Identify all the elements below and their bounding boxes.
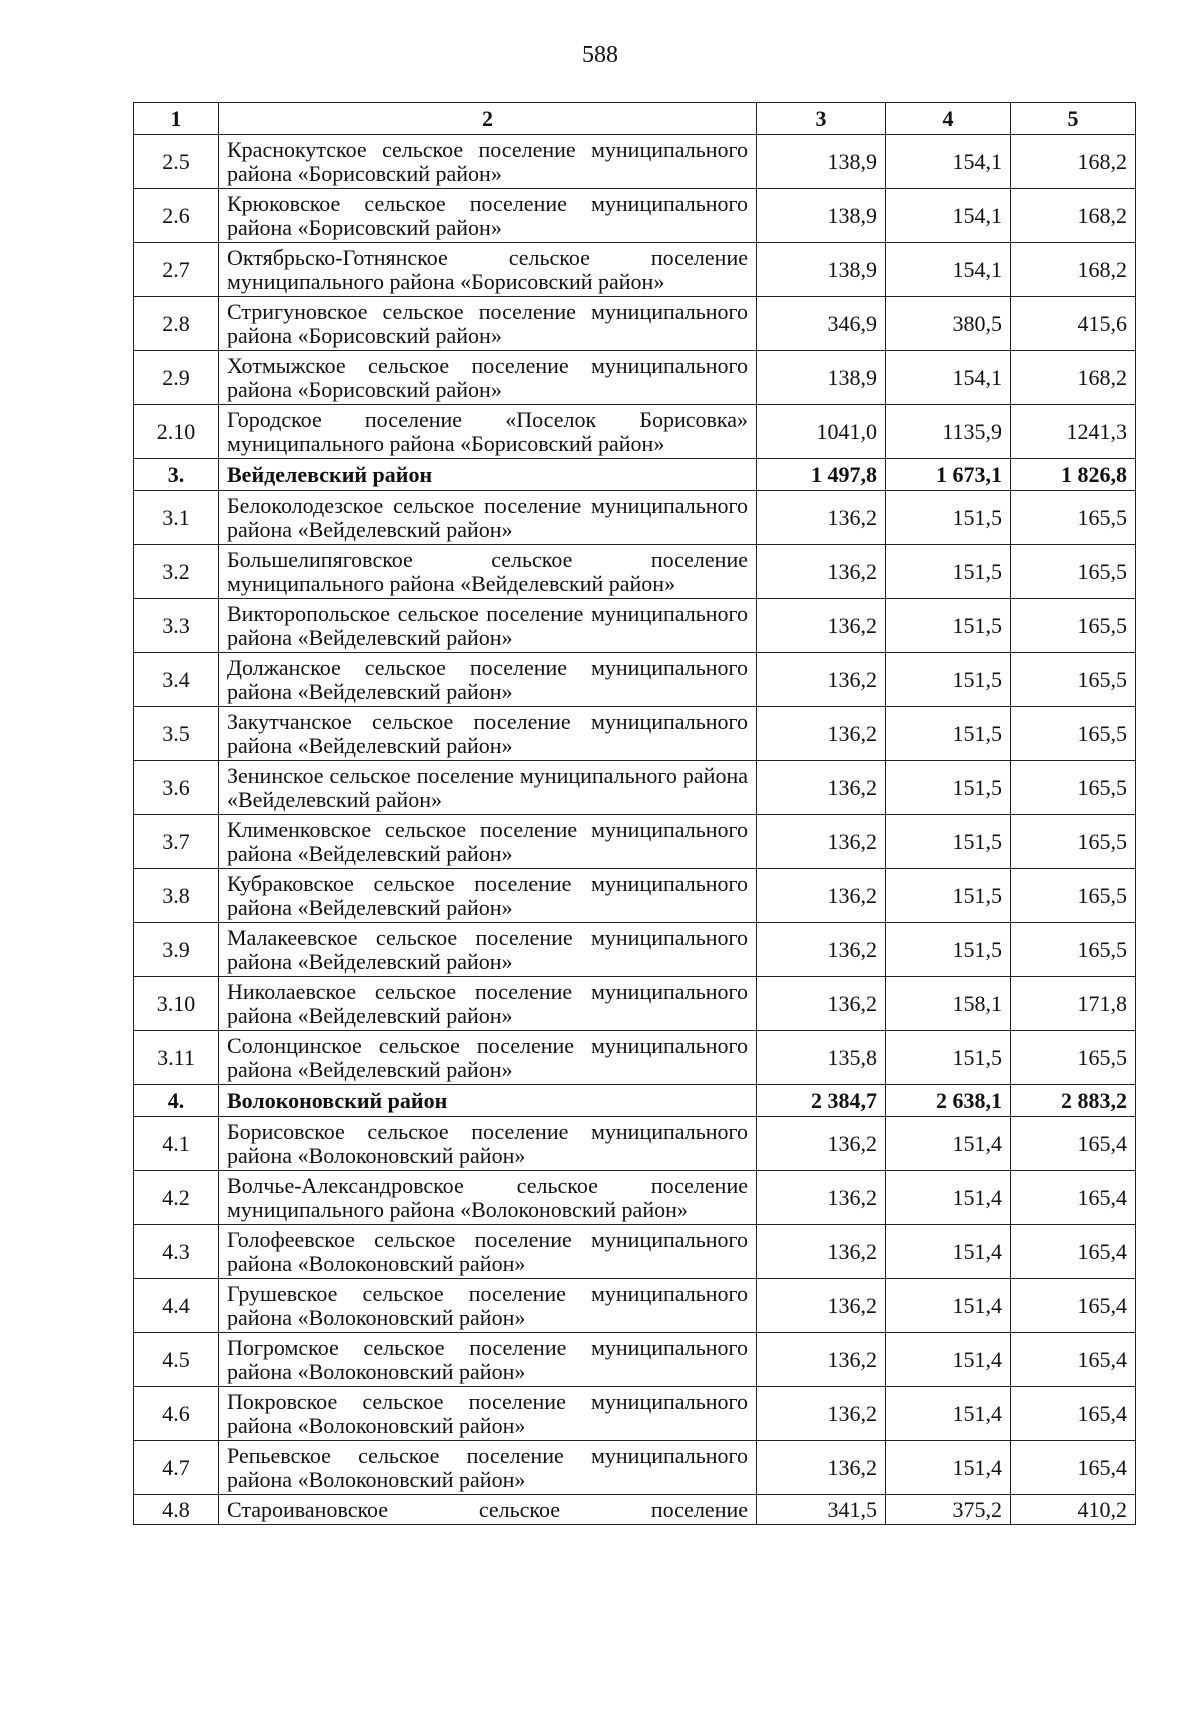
value-col-4: 154,1	[886, 135, 1011, 189]
value-col-5: 410,2	[1011, 1495, 1136, 1525]
value-col-5: 165,5	[1011, 815, 1136, 869]
value-col-3: 138,9	[757, 351, 886, 405]
value-col-4: 151,5	[886, 707, 1011, 761]
settlement-name: Кубраковское сельское поселение муниципального района «Вейделевский район»	[219, 869, 757, 923]
value-col-3: 136,2	[757, 491, 886, 545]
value-col-5: 168,2	[1011, 351, 1136, 405]
table-row	[134, 815, 1136, 869]
value-col-5: 165,4	[1011, 1279, 1136, 1333]
value-col-4: 151,5	[886, 815, 1011, 869]
value-col-5: 1241,3	[1011, 405, 1136, 459]
value-col-5: 165,5	[1011, 599, 1136, 653]
value-col-3: 136,2	[757, 869, 886, 923]
value-col-4: 154,1	[886, 351, 1011, 405]
value-col-4: 151,5	[886, 491, 1011, 545]
settlement-name: Погромское сельское поселение муниципального района «Волоконовский район»	[219, 1333, 757, 1387]
value-col-3: 136,2	[757, 1225, 886, 1279]
row-number: 2.9	[134, 351, 219, 405]
table-row	[134, 761, 1136, 815]
value-col-4: 151,5	[886, 761, 1011, 815]
settlement-name: Краснокутское сельское поселение муниципального района «Борисовский район»	[219, 135, 757, 189]
value-col-4: 151,5	[886, 653, 1011, 707]
district-row	[134, 1085, 1136, 1117]
value-col-3: 138,9	[757, 189, 886, 243]
row-number: 3.	[134, 459, 219, 491]
settlement-name: Белоколодезское сельское поселение муниципального района «Вейделевский район»	[219, 491, 757, 545]
value-col-4: 151,4	[886, 1441, 1011, 1495]
table-row	[134, 243, 1136, 297]
value-col-5: 1 826,8	[1011, 459, 1136, 491]
value-col-4: 151,4	[886, 1171, 1011, 1225]
value-col-5: 168,2	[1011, 135, 1136, 189]
data-table	[133, 102, 1136, 1525]
table-row	[134, 491, 1136, 545]
settlement-name: Викторопольское сельское поселение муниципального района «Вейделевский район»	[219, 599, 757, 653]
value-col-5: 165,4	[1011, 1171, 1136, 1225]
row-number: 3.1	[134, 491, 219, 545]
value-col-4: 151,4	[886, 1279, 1011, 1333]
row-number: 4.4	[134, 1279, 219, 1333]
value-col-3: 136,2	[757, 977, 886, 1031]
value-col-5: 165,4	[1011, 1225, 1136, 1279]
table-row	[134, 1441, 1136, 1495]
settlement-name: Стригуновское сельское поселение муниципального района «Борисовский район»	[219, 297, 757, 351]
value-col-5: 165,4	[1011, 1441, 1136, 1495]
table-row	[134, 653, 1136, 707]
settlement-name: Октябрьско-Готнянское сельское поселение муниципального района «Борисовский район»	[219, 243, 757, 297]
table-row	[134, 405, 1136, 459]
row-number: 2.6	[134, 189, 219, 243]
settlement-name: Грушевское сельское поселение муниципального района «Волоконовский район»	[219, 1279, 757, 1333]
page-number: 588	[582, 42, 618, 68]
value-col-5: 165,5	[1011, 707, 1136, 761]
row-number: 3.9	[134, 923, 219, 977]
value-col-3: 341,5	[757, 1495, 886, 1525]
row-number: 3.5	[134, 707, 219, 761]
value-col-5: 165,4	[1011, 1117, 1136, 1171]
value-col-5: 171,8	[1011, 977, 1136, 1031]
district-row	[134, 459, 1136, 491]
row-number: 2.7	[134, 243, 219, 297]
value-col-3: 136,2	[757, 599, 886, 653]
settlement-name: Городское поселение «Поселок Борисовка» муниципального района «Борисовский район»	[219, 405, 757, 459]
settlement-name: Должанское сельское поселение муниципального района «Вейделевский район»	[219, 653, 757, 707]
row-number: 4.1	[134, 1117, 219, 1171]
settlement-name: Малакеевское сельское поселение муниципального района «Вейделевский район»	[219, 923, 757, 977]
value-col-3: 136,2	[757, 1333, 886, 1387]
value-col-4: 151,5	[886, 923, 1011, 977]
table-row	[134, 351, 1136, 405]
value-col-4: 151,4	[886, 1117, 1011, 1171]
value-col-3: 138,9	[757, 243, 886, 297]
value-col-3: 346,9	[757, 297, 886, 351]
value-col-4: 151,4	[886, 1387, 1011, 1441]
value-col-5: 415,6	[1011, 297, 1136, 351]
settlement-name: Закутчанское сельское поселение муниципального района «Вейделевский район»	[219, 707, 757, 761]
table-row	[134, 135, 1136, 189]
value-col-5: 168,2	[1011, 189, 1136, 243]
value-col-5: 165,5	[1011, 1031, 1136, 1085]
value-col-5: 165,5	[1011, 869, 1136, 923]
value-col-4: 151,5	[886, 599, 1011, 653]
value-col-3: 2 384,7	[757, 1085, 886, 1117]
row-number: 4.7	[134, 1441, 219, 1495]
settlement-name: Зенинское сельское поселение муниципального района «Вейделевский район»	[219, 761, 757, 815]
value-col-4: 151,5	[886, 545, 1011, 599]
header-col-2: 2	[219, 103, 757, 135]
value-col-4: 151,4	[886, 1225, 1011, 1279]
value-col-5: 165,5	[1011, 653, 1136, 707]
value-col-4: 154,1	[886, 189, 1011, 243]
settlement-name: Солонцинское сельское поселение муниципального района «Вейделевский район»	[219, 1031, 757, 1085]
row-number: 3.6	[134, 761, 219, 815]
table-row	[134, 599, 1136, 653]
row-number: 3.2	[134, 545, 219, 599]
settlement-name: Крюковское сельское поселение муниципального района «Борисовский район»	[219, 189, 757, 243]
value-col-4: 375,2	[886, 1495, 1011, 1525]
value-col-4: 1135,9	[886, 405, 1011, 459]
row-number: 3.11	[134, 1031, 219, 1085]
value-col-3: 136,2	[757, 653, 886, 707]
value-col-3: 136,2	[757, 1171, 886, 1225]
table-row	[134, 869, 1136, 923]
table-row	[134, 1333, 1136, 1387]
settlement-name: Голофеевское сельское поселение муниципального района «Волоконовский район»	[219, 1225, 757, 1279]
header-row	[134, 103, 1136, 135]
value-col-4: 151,5	[886, 869, 1011, 923]
row-number: 3.4	[134, 653, 219, 707]
settlement-name: Хотмыжское сельское поселение муниципального района «Борисовский район»	[219, 351, 757, 405]
row-number: 2.10	[134, 405, 219, 459]
value-col-3: 136,2	[757, 923, 886, 977]
table-row	[134, 1117, 1136, 1171]
settlement-name: Староивановское сельское поселение	[219, 1495, 757, 1525]
value-col-5: 165,5	[1011, 491, 1136, 545]
table-row	[134, 545, 1136, 599]
value-col-5: 165,5	[1011, 545, 1136, 599]
value-col-3: 136,2	[757, 1279, 886, 1333]
value-col-3: 136,2	[757, 1387, 886, 1441]
value-col-3: 136,2	[757, 1117, 886, 1171]
table-header	[134, 103, 1136, 135]
table-row	[134, 1171, 1136, 1225]
row-number: 3.7	[134, 815, 219, 869]
table-row	[134, 707, 1136, 761]
table-row	[134, 297, 1136, 351]
value-col-3: 135,8	[757, 1031, 886, 1085]
table-row	[134, 1495, 1136, 1525]
value-col-3: 136,2	[757, 815, 886, 869]
header-col-3: 3	[757, 103, 886, 135]
settlement-name: Покровское сельское поселение муниципального района «Волоконовский район»	[219, 1387, 757, 1441]
row-number: 4.3	[134, 1225, 219, 1279]
value-col-5: 168,2	[1011, 243, 1136, 297]
value-col-5: 165,5	[1011, 761, 1136, 815]
table-row	[134, 977, 1136, 1031]
value-col-3: 1041,0	[757, 405, 886, 459]
row-number: 2.8	[134, 297, 219, 351]
value-col-3: 136,2	[757, 761, 886, 815]
settlement-name: Клименковское сельское поселение муниципального района «Вейделевский район»	[219, 815, 757, 869]
value-col-5: 165,4	[1011, 1333, 1136, 1387]
value-col-4: 151,4	[886, 1333, 1011, 1387]
row-number: 3.8	[134, 869, 219, 923]
row-number: 4.6	[134, 1387, 219, 1441]
value-col-4: 1 673,1	[886, 459, 1011, 491]
settlement-name: Борисовское сельское поселение муниципального района «Волоконовский район»	[219, 1117, 757, 1171]
value-col-4: 158,1	[886, 977, 1011, 1031]
settlement-name: Николаевское сельское поселение муниципального района «Вейделевский район»	[219, 977, 757, 1031]
table-row	[134, 189, 1136, 243]
value-col-4: 380,5	[886, 297, 1011, 351]
value-col-5: 2 883,2	[1011, 1085, 1136, 1117]
settlement-name: Репьевское сельское поселение муниципального района «Волоконовский район»	[219, 1441, 757, 1495]
value-col-3: 138,9	[757, 135, 886, 189]
value-col-3: 1 497,8	[757, 459, 886, 491]
value-col-4: 154,1	[886, 243, 1011, 297]
value-col-3: 136,2	[757, 707, 886, 761]
value-col-4: 2 638,1	[886, 1085, 1011, 1117]
value-col-3: 136,2	[757, 545, 886, 599]
settlement-name: Большелипяговское сельское поселение муниципального района «Вейделевский район»	[219, 545, 757, 599]
table-row	[134, 1279, 1136, 1333]
value-col-3: 136,2	[757, 1441, 886, 1495]
table-row	[134, 1031, 1136, 1085]
table-row	[134, 1387, 1136, 1441]
table-row	[134, 1225, 1136, 1279]
settlement-name: Вейделевский район	[219, 459, 757, 491]
settlement-name: Волчье-Александровское сельское поселение муниципального района «Волоконовский район»	[219, 1171, 757, 1225]
header-col-4: 4	[886, 103, 1011, 135]
row-number: 4.5	[134, 1333, 219, 1387]
settlement-name: Волоконовский район	[219, 1085, 757, 1117]
row-number: 4.	[134, 1085, 219, 1117]
value-col-4: 151,5	[886, 1031, 1011, 1085]
row-number: 4.8	[134, 1495, 219, 1525]
table-row	[134, 923, 1136, 977]
table-body	[134, 135, 1136, 1525]
value-col-5: 165,5	[1011, 923, 1136, 977]
row-number: 3.10	[134, 977, 219, 1031]
row-number: 3.3	[134, 599, 219, 653]
row-number: 4.2	[134, 1171, 219, 1225]
header-col-5: 5	[1011, 103, 1136, 135]
row-number: 2.5	[134, 135, 219, 189]
header-col-1: 1	[134, 103, 219, 135]
value-col-5: 165,4	[1011, 1387, 1136, 1441]
